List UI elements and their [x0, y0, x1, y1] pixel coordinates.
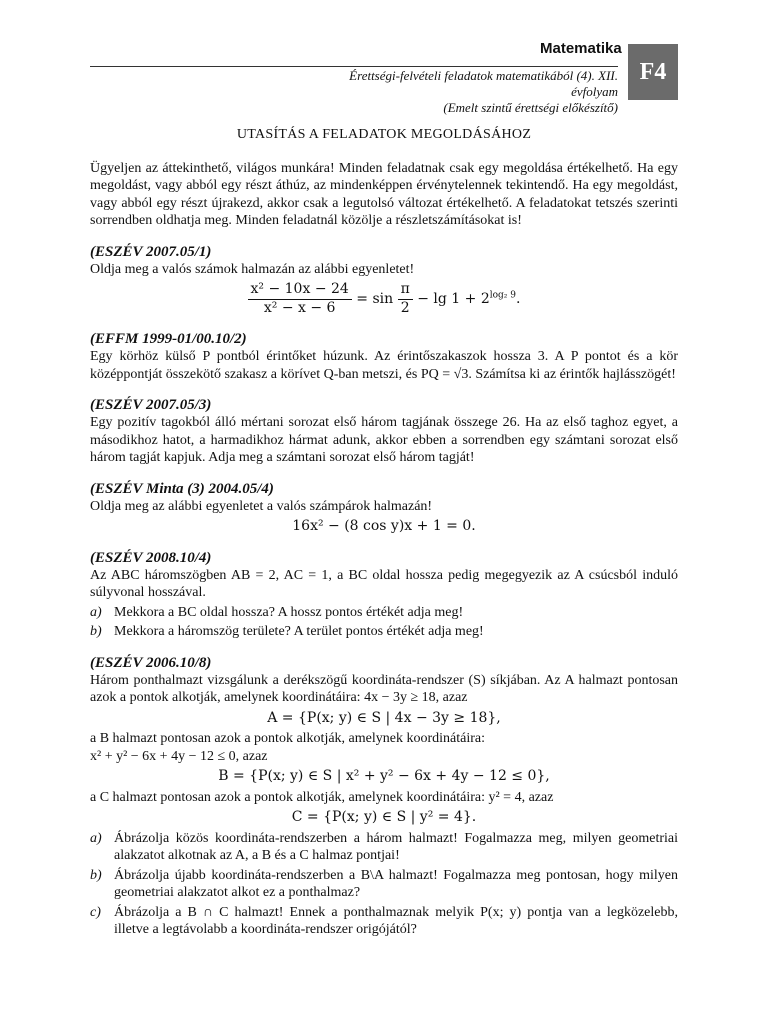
part-label: c) [90, 904, 101, 920]
problem-5 [90, 549, 678, 641]
problem-6-text-2a: a B halmazt pontosan azok a pontok alkotják, amelynek koordinátáira: [90, 731, 485, 746]
header-code-box [628, 44, 678, 100]
header-code: F4 [639, 58, 667, 85]
part-label: b) [90, 624, 102, 639]
header-subtitle [300, 68, 618, 116]
fraction-denominator: x² − x − 6 [263, 299, 336, 316]
problem-1-title: (ESZÉV 2007.05/1) [90, 243, 212, 260]
part-text: Ábrázolja a B ∩ C halmazt! Ennek a ponthalmaznak melyik P(x; y) pontja van a legközelebb, illetve a legtávolabb a koordináta-rendszer origójától? [114, 904, 678, 937]
formula-tail: − lg 1 + 2 [417, 291, 490, 307]
problem-3-text: Egy pozitív tagokból álló mértani sorozat első három tagjának összege 26. Ha az első taghoz egyet, a másodikhoz hatot, a harmadikhoz hármat adunk, akkor ebben a sorrendben egy számtani sorozat első három tagját kapjuk. Adja meg a számtani sorozat első három tagját! [90, 415, 678, 465]
page-content [90, 126, 678, 939]
set-b-formula: B = {P(x; y) ∈ S | x² + y² − 6x + 4y − 12 ≤ 0}, [218, 768, 550, 784]
problem-3 [90, 396, 678, 467]
set-c-formula: C = {P(x; y) ∈ S | y² = 4}. [291, 809, 477, 825]
set-a-formula: A = {P(x; y) ∈ S | 4x − 3y ≥ 18}, [267, 709, 501, 726]
header-line2: (Emelt szintű érettségi előkészítő) [443, 100, 618, 115]
problem-6-part-b [90, 867, 678, 902]
pi-numerator: π [398, 281, 413, 300]
problem-5-text: Az ABC háromszögben AB = 2, AC = 1, a BC oldal hossza pedig megegyezik az A csúcsból induló súlyvonal hosszával. [90, 567, 678, 600]
problem-6-text-3: a C halmazt pontosan azok a pontok alkotják, amelynek koordinátáira: y² = 4, azaz [90, 789, 554, 805]
problem-5-part-a [90, 604, 678, 622]
problem-4-formula: 16x² − (8 cos y)x + 1 = 0. [292, 518, 476, 534]
header-subject: Matematika [540, 40, 622, 57]
problem-1-text: Oldja meg a valós számok halmazán az alábbi egyenletet! [90, 261, 415, 277]
fraction [248, 281, 352, 317]
problem-6 [90, 654, 678, 939]
problem-6-title: (ESZÉV 2006.10/8) [90, 654, 212, 671]
header-rule [90, 66, 618, 67]
problem-6-part-a [90, 830, 678, 865]
part-label: a) [90, 830, 102, 846]
pi-denominator: 2 [400, 299, 410, 316]
part-label: b) [90, 867, 102, 883]
part-text: Ábrázolja újabb koordináta-rendszerben a B\A halmazt! Fogalmazza meg pontosan, hogy milyen geometriai alakzatot alkot ez a ponthalmaz? [114, 867, 678, 900]
problem-6-text-2b: x² + y² − 6x + 4y − 12 ≤ 0, azaz [90, 748, 268, 764]
problem-5-part-b [90, 623, 678, 641]
fraction-numerator: x² − 10x − 24 [248, 281, 352, 300]
problem-2 [90, 330, 678, 383]
part-text: Ábrázolja közös koordináta-rendszerben a három halmazt! Fogalmazza meg, milyen geometriai alakzatot alkotnak az A, a B és a C halmaz pontjai! [114, 830, 678, 863]
problem-2-text: Egy körhöz külső P pontból érintőket húzunk. Az érintőszakaszok hossza 3. A P pontot és a kör középpontját összekötő szakasz a körívet Q-ban metszi, és PQ = √3. Számítsa ki az érintők hajlásszögét! [90, 349, 678, 382]
problem-5-title: (ESZÉV 2008.10/4) [90, 549, 212, 566]
problem-6-part-c [90, 904, 678, 939]
problem-1 [90, 243, 678, 318]
problem-3-title: (ESZÉV 2007.05/3) [90, 397, 212, 413]
formula-eq: = sin [356, 291, 394, 307]
pi-fraction [398, 281, 413, 317]
part-text: Mekkora a BC oldal hossza? A hossz pontos értékét adja meg! [114, 604, 464, 620]
part-text: Mekkora a háromszög területe? A terület pontos értékét adja meg! [114, 624, 484, 639]
problem-4-text: Oldja meg az alábbi egyenletet a valós számpárok halmazán! [90, 498, 433, 514]
problem-2-title: (EFFM 1999-01/00.10/2) [90, 331, 247, 347]
problem-1-formula [90, 281, 678, 317]
problem-4-title: (ESZÉV Minta (3) 2004.05/4) [90, 480, 274, 497]
page-title: UTASÍTÁS A FELADATOK MEGOLDÁSÁHOZ [236, 127, 532, 142]
problem-6-text-1: Három ponthalmazt vizsgálunk a derékszögű koordináta-rendszer (S) síkjában. Az A halmazt pontosan azok a pontok alkotják, amelynek koordinátáira: 4x − 3y ≥ 18, azaz [90, 672, 678, 705]
formula-exponent: log₂ 9 [489, 290, 517, 301]
header-line1: Érettségi-felvételi feladatok matematikából (4). XII. évfolyam [349, 68, 618, 99]
problem-4 [90, 480, 678, 536]
part-label: a) [90, 604, 102, 620]
intro-text: Ügyeljen az áttekinthető, világos munkára! Minden feladatnak csak egy megoldása értékelhető. Ha egy megoldást, vagy abból egy részt áthúz, az mindenképpen érvénytelennek tekintendő. Ha egy megoldást, vagy abból egy részt újrakezd, akkor csak a legutolsó változat értékelhető. A feladatokat tetszés szerinti sorrendben oldhatja meg. Minden feladatnál közölje a részletszámításokat is! [90, 160, 678, 228]
formula-end: . [516, 291, 521, 307]
